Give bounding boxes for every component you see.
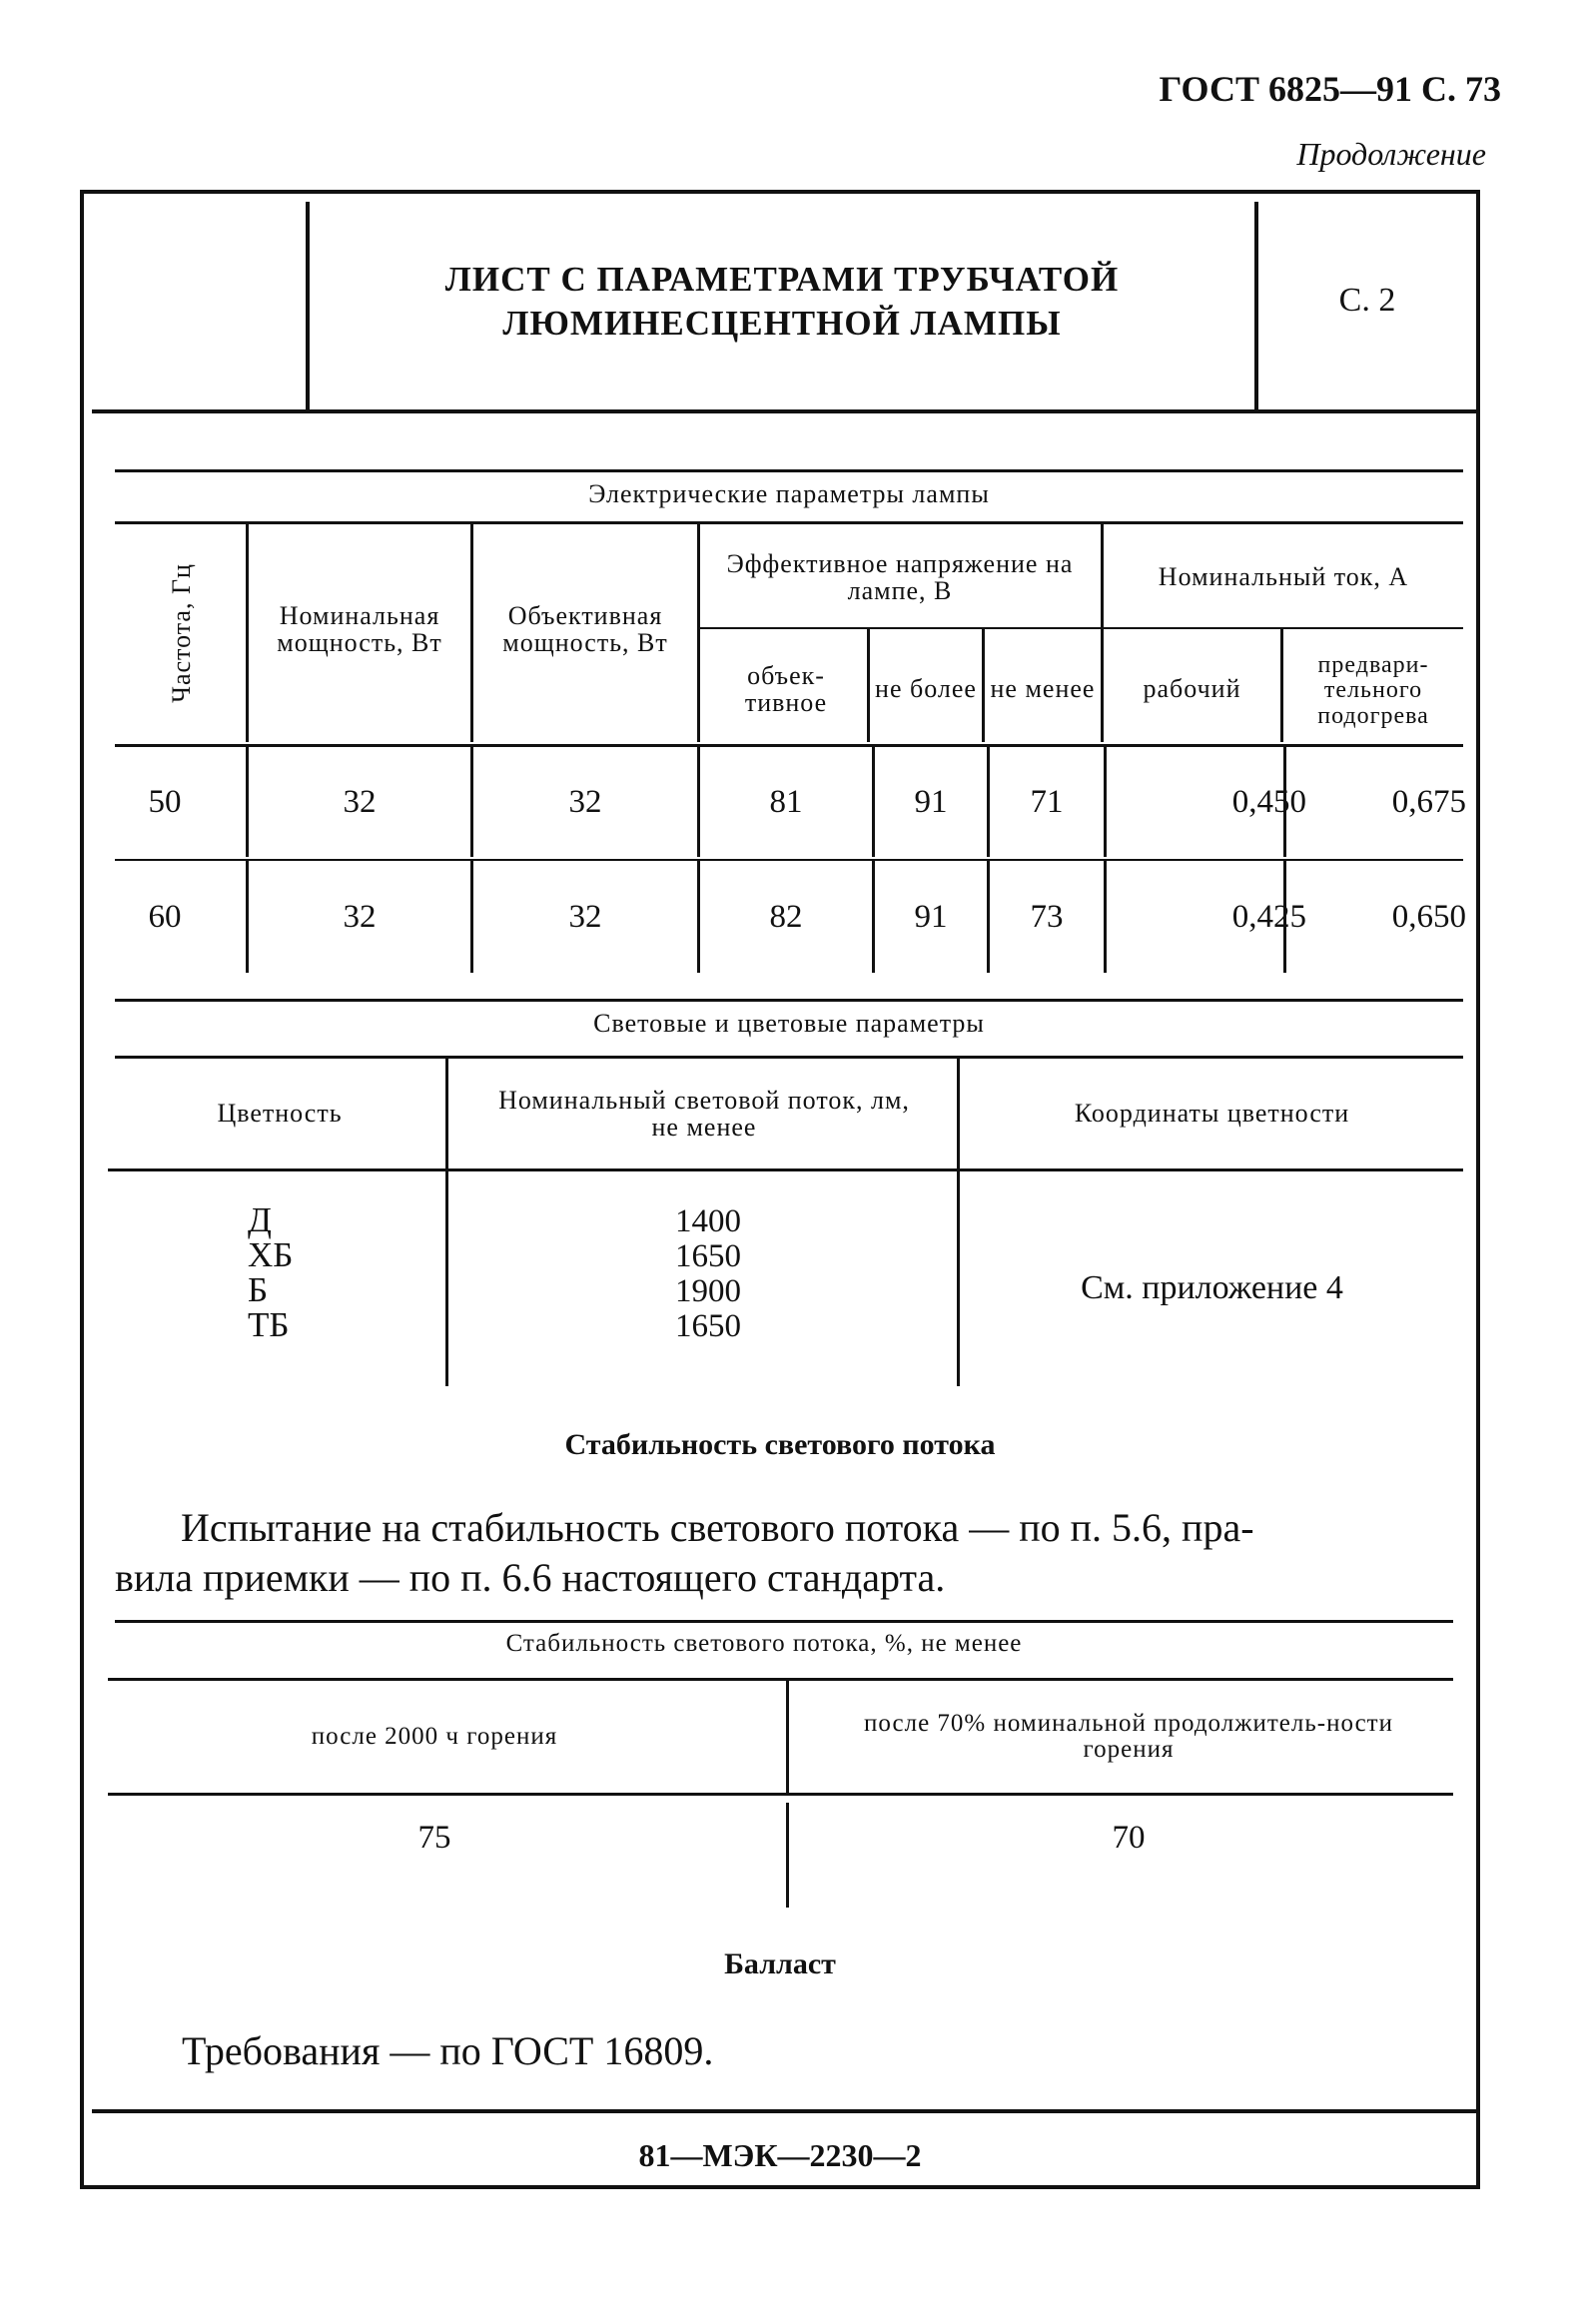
sheet-title-line2: ЛЮМИНЕСЦЕНТНОЙ ЛАМПЫ — [502, 304, 1062, 343]
val-after-70: 70 — [1112, 1819, 1146, 1856]
col-v-not-less: не менее — [990, 674, 1096, 704]
cell-v-max: 91 — [914, 898, 948, 935]
col-after-70: после 70% номинальной продолжитель-ности горения — [864, 1709, 1393, 1763]
list-item: Д — [248, 1200, 272, 1239]
table-row — [115, 747, 1466, 857]
list-item: 1900 — [675, 1273, 741, 1309]
list-item: 1650 — [675, 1238, 741, 1274]
cell-nom-power: 32 — [343, 783, 377, 820]
col-nominal-current: Номинальный ток, А — [1158, 562, 1409, 592]
cell-i-work: 0,425 — [1231, 898, 1306, 935]
col-objective-power: Объективная мощность, Вт — [502, 600, 668, 657]
stability-heading: Стабильность светового потока — [564, 1428, 996, 1461]
cell-obj-power: 32 — [568, 898, 602, 935]
cell-i-work: 0,450 — [1231, 783, 1306, 820]
cell-obj-power: 32 — [568, 783, 602, 820]
footer-code: 81—МЭК—2230—2 — [638, 2137, 922, 2173]
col-eff-voltage: Эффективное напряжение на лампе, В — [726, 548, 1074, 605]
list-item: ТБ — [248, 1305, 290, 1344]
elec-top-rule — [115, 469, 1463, 472]
flux-list — [675, 1204, 741, 1344]
elec-header-rule — [115, 521, 1463, 524]
cell-v-obj: 82 — [769, 898, 803, 935]
list-item: 1650 — [675, 1308, 741, 1344]
ballast-heading: Балласт — [724, 1947, 836, 1980]
gost-reference: ГОСТ 6825—91 С. 73 — [1159, 69, 1501, 109]
col-color: Цветность — [217, 1099, 343, 1129]
frame-bottom — [80, 2185, 1480, 2189]
cell-v-max: 91 — [914, 783, 948, 820]
color-list — [248, 1202, 293, 1342]
val-after-2000: 75 — [417, 1819, 451, 1856]
col-after-2000: после 2000 ч горения — [311, 1722, 558, 1750]
light-top-rule — [115, 999, 1463, 1002]
frame-left — [80, 190, 84, 2187]
stability-table-title: Стабильность светового потока, %, не менее — [505, 1630, 1023, 1657]
cell-v-min: 71 — [1030, 783, 1064, 820]
stability-paragraph-line1: Испытание на стабильность светового потока — по п. 5.6, пра- — [181, 1505, 1254, 1550]
col-coords: Координаты цветности — [1074, 1099, 1350, 1129]
stability-paragraph-line2: вила приемки — по п. 6.6 настоящего стандарта. — [115, 1555, 946, 1600]
sheet-title — [310, 258, 1254, 346]
col-i-preheat: предвари-тельного подогрева — [1317, 652, 1429, 729]
cell-v-min: 73 — [1030, 898, 1064, 935]
elec-section-title: Электрические параметры лампы — [588, 479, 990, 508]
col-v-not-more: не более — [875, 674, 977, 704]
ballast-text: Требования — по ГОСТ 16809. — [182, 2028, 714, 2073]
sheet-title-line1: ЛИСТ С ПАРАМЕТРАМИ ТРУБЧАТОЙ — [444, 260, 1120, 299]
cell-freq: 60 — [148, 898, 182, 935]
cell-i-preheat: 0,650 — [1391, 898, 1466, 935]
frame-top — [80, 190, 1478, 194]
cell-v-obj: 81 — [769, 783, 803, 820]
coords-value: См. приложение 4 — [1081, 1269, 1343, 1307]
light-section-title: Световые и цветовые параметры — [593, 1009, 985, 1038]
list-item: Б — [248, 1270, 269, 1309]
title-bottom-rule — [92, 409, 1476, 413]
continuation-label: Продолжение — [1296, 136, 1486, 172]
footer-rule — [92, 2109, 1476, 2113]
sheet-page-label: С. 2 — [1338, 282, 1396, 319]
list-item: ХБ — [248, 1235, 294, 1274]
table-row — [115, 861, 1466, 973]
col-frequency: Частота, Гц — [167, 563, 196, 703]
list-item: 1400 — [675, 1203, 741, 1239]
col-flux: Номинальный световой поток, лм, не менее — [498, 1085, 910, 1142]
cell-i-preheat: 0,675 — [1391, 783, 1466, 820]
cell-nom-power: 32 — [343, 898, 377, 935]
col-i-working: рабочий — [1143, 674, 1241, 704]
cell-freq: 50 — [148, 783, 182, 820]
col-v-objective: объек-тивное — [744, 660, 828, 717]
col-nominal-power: Номинальная мощность, Вт — [277, 600, 442, 657]
stability-paragraph — [115, 1503, 1463, 1603]
frame-right — [1476, 190, 1480, 2187]
